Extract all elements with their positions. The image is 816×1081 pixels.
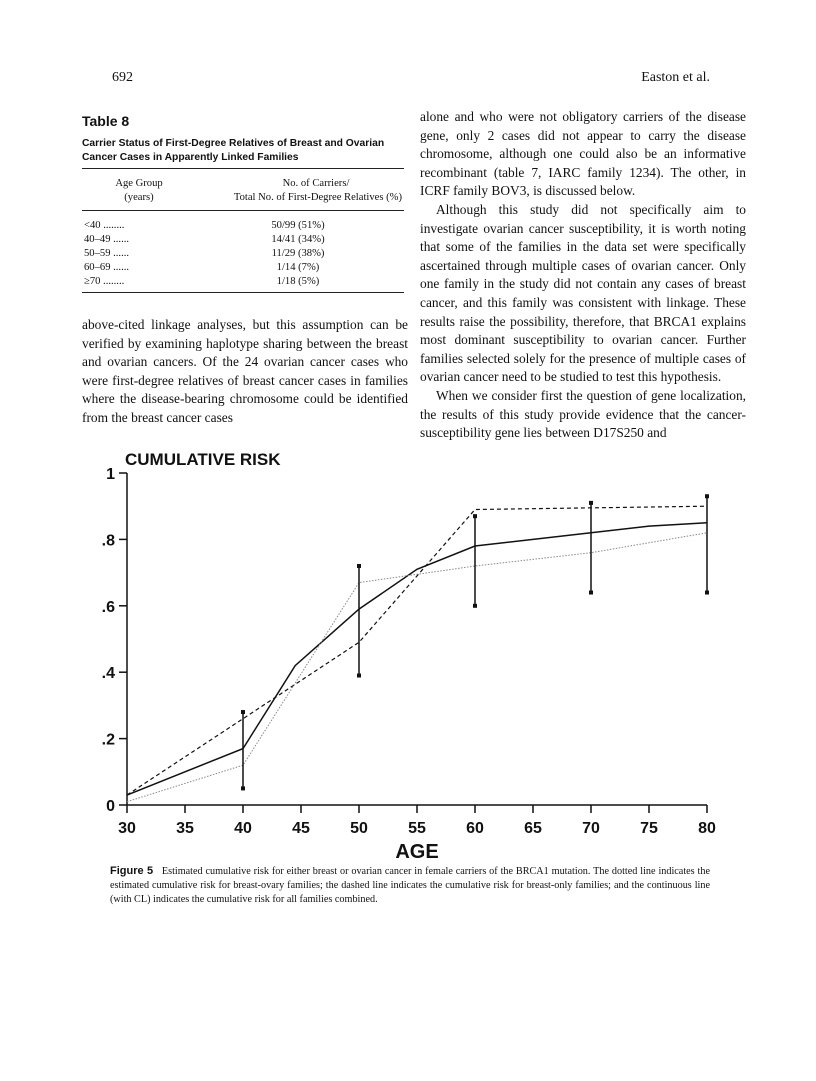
y-tick-label: .8 — [101, 532, 115, 550]
table-col1-header-line1: Age Group — [115, 178, 163, 189]
table-cell-age: 60–69 ...... — [84, 262, 130, 273]
table-col2-header-line2: Total No. of First-Degree Relatives (%) — [233, 192, 402, 203]
figure-caption — [110, 864, 710, 907]
x-tick-label: 55 — [408, 820, 426, 837]
chart-axes — [102, 466, 716, 837]
x-tick-label: 30 — [118, 820, 136, 837]
error-bar-cap-high — [589, 501, 593, 505]
y-tick-label: 1 — [106, 466, 115, 483]
error-bar-cap-low — [705, 591, 709, 595]
running-head: Easton et al. — [641, 70, 710, 85]
table-caption: Carrier Status of First-Degree Relatives of Breast and Ovarian Cancer Cases in Apparently Linked Families — [82, 138, 385, 163]
error-bar-cap-low — [241, 786, 245, 790]
x-tick-label: 70 — [582, 820, 600, 837]
table-cell-value: 1/14 (7%) — [276, 262, 320, 273]
table-label: Table 8 — [82, 113, 130, 129]
x-axis-label: AGE — [395, 841, 439, 860]
x-tick-label: 45 — [292, 820, 310, 837]
x-tick-label: 75 — [640, 820, 658, 837]
left-paragraph: above-cited linkage analyses, but this assumption can be verified by examining haplotype sharing between the breast and ovarian cancers. Of the 24 ovarian cancer cases who were first-degree relatives of breast cancer cases in families where the disease-bearing chromosome could be identified from the breast cancer cases — [82, 317, 408, 425]
x-tick-label: 60 — [466, 820, 484, 837]
error-bar-cap-high — [473, 514, 477, 518]
error-bar-cap-low — [589, 591, 593, 595]
series-line-dashed — [127, 506, 707, 795]
cumulative-risk-chart — [82, 440, 742, 860]
table-cell-age: 40–49 ...... — [84, 234, 130, 245]
chart-title: CUMULATIVE RISK — [125, 450, 281, 469]
table-cell-age: 50–59 ...... — [84, 248, 130, 259]
left-column — [82, 316, 408, 428]
x-tick-label: 40 — [234, 820, 252, 837]
y-tick-label: .2 — [101, 731, 115, 749]
x-tick-label: 80 — [698, 820, 716, 837]
x-tick-label: 65 — [524, 820, 542, 837]
table-col2-header — [190, 177, 402, 205]
error-bar-cap-high — [241, 710, 245, 714]
x-tick-label: 50 — [350, 820, 368, 837]
table-cell-value: 50/99 (51%) — [271, 220, 325, 231]
right-paragraph-3: When we consider first the question of gene localization, the results of this study provide evidence that the cancer-susceptibility gene lies between D17S250 and — [420, 387, 746, 441]
y-tick-label: .4 — [101, 665, 115, 683]
y-tick-label: .6 — [101, 598, 115, 616]
right-paragraph-2: Although this study did not specifically aim to investigate ovarian cancer susceptibility, it is worth noting that some of the families in the data set were specifically ascertained through multiple cases of ovarian cancer. Only one family in the study did not contain any cases of breast cancer, and this family was consistent with linkage. These results raise the possibility, therefore, that BRCA1 explains most dominant susceptibility to ovarian cancer. Further families selected solely for the presence of multiple cases of ovarian cancer need to be studied to test this hypothesis. — [420, 201, 746, 385]
x-tick-label: 35 — [176, 820, 194, 837]
figure-label: Figure 5 — [110, 865, 154, 877]
chart-series — [127, 506, 707, 802]
table-col1-header-line2: (years) — [124, 192, 154, 203]
table-bottom-rule — [82, 292, 404, 293]
series-line-solid — [127, 523, 707, 795]
right-paragraph-1: alone and who were not obligatory carriers of the disease gene, only 2 cases did not appear to carry the disease chromosome, although one could also be an informative recombinant (table 7, IARC family 1234). The other, in ICRF family BOV3, is discussed below. — [420, 109, 746, 199]
right-column — [420, 108, 746, 443]
error-bar-cap-high — [357, 564, 361, 568]
figure-caption-text: Estimated cumulative risk for either breast or ovarian cancer in female carriers of the BRCA1 mutation. The dotted line indicates the estimated cumulative risk for breast-ovary families; the dashed line indicates the cumulative risk for breast-only families; and the continuous line (with CL) indicates the cumulative risk for all families combined. — [110, 866, 711, 905]
table-col2-header-line1: No. of Carriers/ — [282, 178, 350, 189]
table-cell-value: 1/18 (5%) — [276, 276, 320, 287]
table-col1-header — [84, 177, 194, 205]
error-bar-cap-low — [473, 604, 477, 608]
page-number: 692 — [112, 70, 133, 85]
table-cell-value: 11/29 (38%) — [271, 248, 325, 259]
table-cell-value: 14/41 (34%) — [271, 234, 325, 245]
table-cell-age: ≥70 ........ — [84, 276, 125, 287]
table-header-rule — [82, 210, 404, 211]
table-cell-age: <40 ........ — [84, 220, 125, 231]
error-bar-cap-low — [357, 674, 361, 678]
series-line-dotted — [127, 533, 707, 802]
chart-error-bars — [241, 494, 709, 790]
y-tick-label: 0 — [106, 798, 115, 815]
table-top-rule — [82, 168, 404, 169]
error-bar-cap-high — [705, 494, 709, 498]
